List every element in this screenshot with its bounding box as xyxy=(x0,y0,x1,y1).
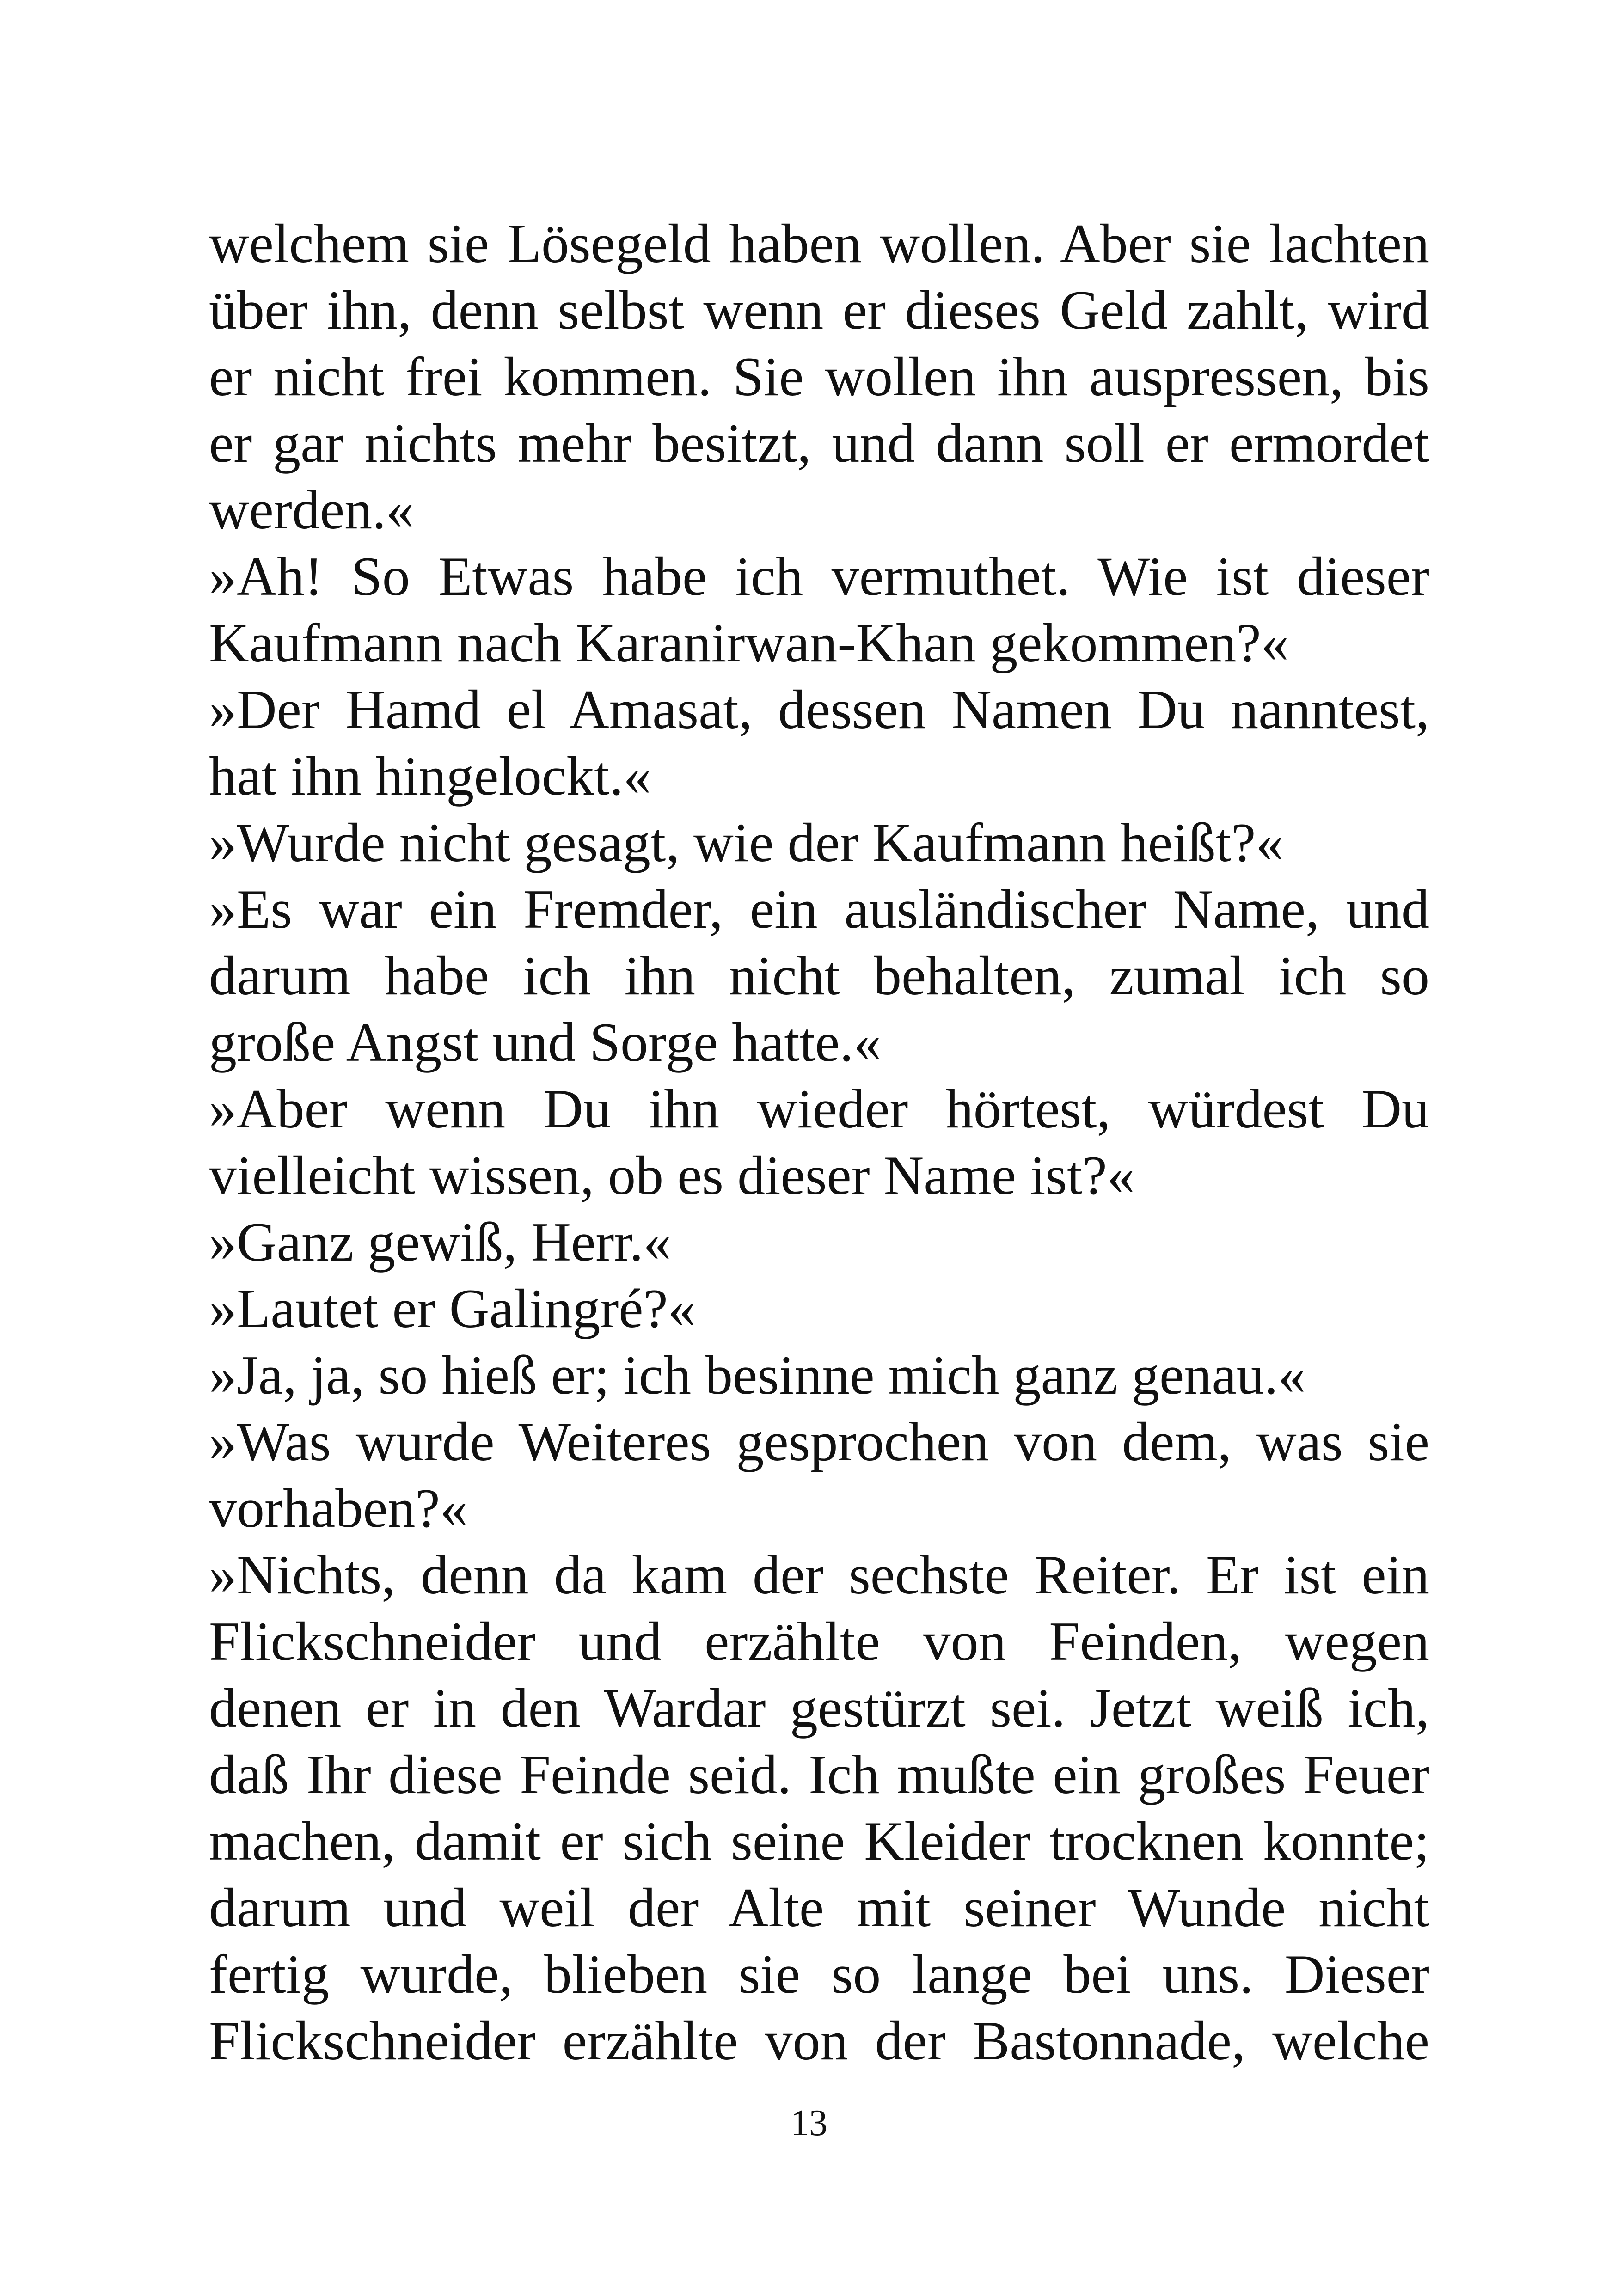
text-line: Flickschneider erzählte von der Bastonnade, welche xyxy=(209,2010,1429,2071)
text-line: welchem sie Lösegeld haben wollen. Aber sie lachten xyxy=(209,213,1429,274)
text-line: daß Ihr diese Feinde seid. Ich mußte ein großes Feuer xyxy=(209,1744,1429,1805)
text-line: machen, damit er sich seine Kleider trocknen konnte; xyxy=(209,1810,1429,1872)
text-line: »Aber wenn Du ihn wieder hörtest, würdest Du xyxy=(209,1078,1429,1139)
text-line: große Angst und Sorge hatte.« xyxy=(209,1011,882,1073)
text-line: »Lautet er Galingré?« xyxy=(209,1278,696,1339)
page-number: 13 xyxy=(791,2103,827,2143)
text-line: hat ihn hingelockt.« xyxy=(209,745,651,807)
text-line: werden.« xyxy=(209,479,414,540)
text-line: er gar nichts mehr besitzt, und dann soll er ermordet xyxy=(209,412,1429,474)
text-line: »Was wurde Weiteres gesprochen von dem, was sie xyxy=(209,1411,1429,1472)
text-line: vorhaben?« xyxy=(209,1477,468,1539)
text-line: Flickschneider und erzählte von Feinden, wegen xyxy=(209,1610,1429,1672)
text-line: darum habe ich ihn nicht behalten, zumal ich so xyxy=(209,945,1429,1006)
text-line: »Ganz gewiß, Herr.« xyxy=(209,1211,671,1273)
text-line: fertig wurde, blieben sie so lange bei uns. Dieser xyxy=(209,1943,1429,2005)
text-line: vielleicht wissen, ob es dieser Name ist?« xyxy=(209,1145,1135,1206)
text-line: denen er in den Wardar gestürzt sei. Jetzt weiß ich, xyxy=(209,1677,1429,1739)
text-line: »Es war ein Fremder, ein ausländischer Name, und xyxy=(209,878,1429,940)
text-line: darum und weil der Alte mit seiner Wunde nicht xyxy=(209,1877,1429,1938)
text-line: »Ah! So Etwas habe ich vermuthet. Wie ist dieser xyxy=(209,545,1429,607)
text-line: »Ja, ja, so hieß er; ich besinne mich ganz genau.« xyxy=(209,1344,1306,1406)
text-line: »Nichts, denn da kam der sechste Reiter. Er ist ein xyxy=(209,1544,1429,1605)
text-line: er nicht frei kommen. Sie wollen ihn auspressen, bis xyxy=(209,346,1429,407)
text-line: über ihn, denn selbst wenn er dieses Geld zahlt, wird xyxy=(209,279,1429,341)
text-line: »Der Hamd el Amasat, dessen Namen Du nanntest, xyxy=(209,679,1429,740)
page-text-block xyxy=(209,210,1429,2074)
text-line: »Wurde nicht gesagt, wie der Kaufmann heißt?« xyxy=(209,812,1284,873)
text-line: Kaufmann nach Karanirwan-Khan gekommen?« xyxy=(209,612,1289,673)
